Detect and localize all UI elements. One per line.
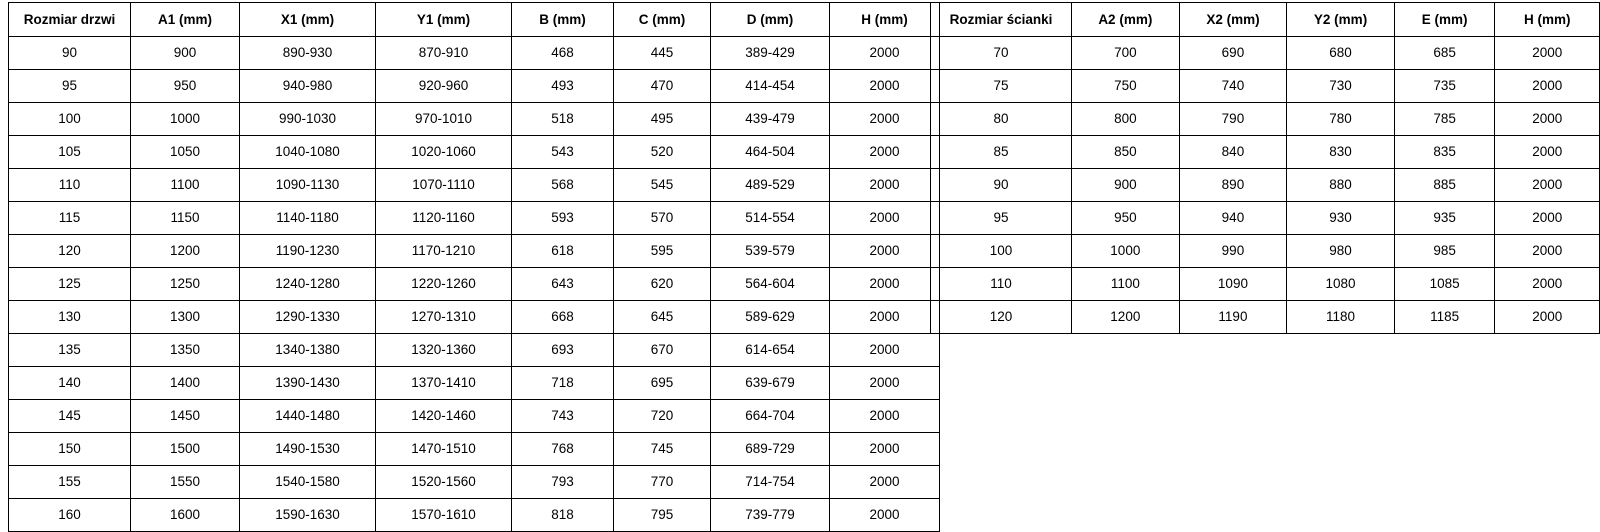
table-cell: 1190 bbox=[1179, 301, 1287, 334]
table-cell: 930 bbox=[1287, 202, 1395, 235]
table-cell: 1350 bbox=[131, 334, 240, 367]
table-cell: 1500 bbox=[131, 433, 240, 466]
table-cell: 1470-1510 bbox=[376, 433, 512, 466]
table-cell: 120 bbox=[9, 235, 131, 268]
table-cell: 155 bbox=[9, 466, 131, 499]
table-row bbox=[9, 136, 940, 169]
table-row bbox=[931, 37, 1600, 70]
table-cell: 890-930 bbox=[240, 37, 376, 70]
table-cell: 1290-1330 bbox=[240, 301, 376, 334]
table-cell: 2000 bbox=[830, 367, 940, 400]
table-cell: 2000 bbox=[830, 136, 940, 169]
table-cell: 639-679 bbox=[711, 367, 830, 400]
table-cell: 2000 bbox=[830, 37, 940, 70]
table-cell: 730 bbox=[1287, 70, 1395, 103]
table-cell: 110 bbox=[931, 268, 1072, 301]
table-cell: 514-554 bbox=[711, 202, 830, 235]
table-cell: 1250 bbox=[131, 268, 240, 301]
table-cell: 1340-1380 bbox=[240, 334, 376, 367]
table-cell: 1320-1360 bbox=[376, 334, 512, 367]
table-cell: 493 bbox=[512, 70, 614, 103]
table-cell: 2000 bbox=[1495, 103, 1600, 136]
column-header: Rozmiar ścianki bbox=[931, 3, 1072, 37]
table-cell: 2000 bbox=[1495, 37, 1600, 70]
table-cell: 105 bbox=[9, 136, 131, 169]
doors-dimensions-table bbox=[8, 2, 940, 532]
column-header: H (mm) bbox=[1495, 3, 1600, 37]
table-cell: 120 bbox=[931, 301, 1072, 334]
table-cell: 1080 bbox=[1287, 268, 1395, 301]
table-cell: 1040-1080 bbox=[240, 136, 376, 169]
table-cell: 593 bbox=[512, 202, 614, 235]
table-cell: 950 bbox=[1072, 202, 1180, 235]
table-cell: 668 bbox=[512, 301, 614, 334]
table-cell: 570 bbox=[614, 202, 711, 235]
table-cell: 495 bbox=[614, 103, 711, 136]
table-cell: 1370-1410 bbox=[376, 367, 512, 400]
table-cell: 680 bbox=[1287, 37, 1395, 70]
table-cell: 1390-1430 bbox=[240, 367, 376, 400]
table-cell: 1550 bbox=[131, 466, 240, 499]
table-cell: 714-754 bbox=[711, 466, 830, 499]
table-cell: 2000 bbox=[1495, 301, 1600, 334]
table-cell: 720 bbox=[614, 400, 711, 433]
table-cell: 100 bbox=[9, 103, 131, 136]
table-cell: 445 bbox=[614, 37, 711, 70]
walls-table-header bbox=[931, 3, 1600, 37]
table-cell: 645 bbox=[614, 301, 711, 334]
column-header: Rozmiar drzwi bbox=[9, 3, 131, 37]
table-cell: 1000 bbox=[131, 103, 240, 136]
table-cell: 2000 bbox=[830, 268, 940, 301]
table-cell: 1020-1060 bbox=[376, 136, 512, 169]
table-row bbox=[9, 400, 940, 433]
table-cell: 1050 bbox=[131, 136, 240, 169]
table-cell: 2000 bbox=[830, 70, 940, 103]
table-cell: 2000 bbox=[1495, 268, 1600, 301]
walls-dimensions-table bbox=[930, 2, 1600, 334]
table-cell: 1180 bbox=[1287, 301, 1395, 334]
table-cell: 793 bbox=[512, 466, 614, 499]
table-row bbox=[931, 169, 1600, 202]
column-header: X1 (mm) bbox=[240, 3, 376, 37]
table-cell: 150 bbox=[9, 433, 131, 466]
table-cell: 75 bbox=[931, 70, 1072, 103]
doors-table-body bbox=[9, 37, 940, 532]
table-cell: 564-604 bbox=[711, 268, 830, 301]
table-cell: 2000 bbox=[1495, 202, 1600, 235]
table-row bbox=[9, 367, 940, 400]
table-cell: 1200 bbox=[131, 235, 240, 268]
table-row bbox=[9, 235, 940, 268]
walls-dimensions-table-container bbox=[930, 2, 1600, 334]
table-cell: 885 bbox=[1394, 169, 1495, 202]
table-cell: 160 bbox=[9, 499, 131, 532]
table-row bbox=[931, 70, 1600, 103]
table-cell: 830 bbox=[1287, 136, 1395, 169]
table-cell: 970-1010 bbox=[376, 103, 512, 136]
table-row bbox=[931, 268, 1600, 301]
table-cell: 70 bbox=[931, 37, 1072, 70]
table-cell: 1440-1480 bbox=[240, 400, 376, 433]
table-cell: 1090 bbox=[1179, 268, 1287, 301]
table-cell: 520 bbox=[614, 136, 711, 169]
table-cell: 618 bbox=[512, 235, 614, 268]
table-cell: 890 bbox=[1179, 169, 1287, 202]
table-cell: 935 bbox=[1394, 202, 1495, 235]
table-cell: 2000 bbox=[830, 466, 940, 499]
table-cell: 1450 bbox=[131, 400, 240, 433]
table-cell: 545 bbox=[614, 169, 711, 202]
table-cell: 389-429 bbox=[711, 37, 830, 70]
table-header-row bbox=[931, 3, 1600, 37]
table-cell: 125 bbox=[9, 268, 131, 301]
table-row bbox=[9, 202, 940, 235]
table-cell: 840 bbox=[1179, 136, 1287, 169]
table-cell: 145 bbox=[9, 400, 131, 433]
table-cell: 695 bbox=[614, 367, 711, 400]
walls-table-body bbox=[931, 37, 1600, 334]
table-cell: 1200 bbox=[1072, 301, 1180, 334]
table-cell: 589-629 bbox=[711, 301, 830, 334]
table-cell: 818 bbox=[512, 499, 614, 532]
table-cell: 870-910 bbox=[376, 37, 512, 70]
table-row bbox=[9, 37, 940, 70]
table-cell: 735 bbox=[1394, 70, 1495, 103]
table-cell: 1240-1280 bbox=[240, 268, 376, 301]
table-cell: 1570-1610 bbox=[376, 499, 512, 532]
column-header: B (mm) bbox=[512, 3, 614, 37]
table-cell: 468 bbox=[512, 37, 614, 70]
table-row bbox=[9, 466, 940, 499]
column-header: E (mm) bbox=[1394, 3, 1495, 37]
table-cell: 900 bbox=[131, 37, 240, 70]
table-cell: 1170-1210 bbox=[376, 235, 512, 268]
table-cell: 100 bbox=[931, 235, 1072, 268]
table-header-row bbox=[9, 3, 940, 37]
table-cell: 470 bbox=[614, 70, 711, 103]
table-cell: 2000 bbox=[830, 433, 940, 466]
table-cell: 768 bbox=[512, 433, 614, 466]
table-cell: 2000 bbox=[1495, 70, 1600, 103]
table-cell: 1590-1630 bbox=[240, 499, 376, 532]
table-row bbox=[9, 103, 940, 136]
table-cell: 800 bbox=[1072, 103, 1180, 136]
table-cell: 2000 bbox=[1495, 235, 1600, 268]
table-cell: 90 bbox=[931, 169, 1072, 202]
table-cell: 770 bbox=[614, 466, 711, 499]
table-cell: 2000 bbox=[830, 499, 940, 532]
table-cell: 700 bbox=[1072, 37, 1180, 70]
table-row bbox=[9, 169, 940, 202]
table-row bbox=[931, 103, 1600, 136]
table-cell: 2000 bbox=[830, 169, 940, 202]
table-row bbox=[9, 70, 940, 103]
column-header: D (mm) bbox=[711, 3, 830, 37]
table-row bbox=[9, 301, 940, 334]
column-header: Y2 (mm) bbox=[1287, 3, 1395, 37]
column-header: Y1 (mm) bbox=[376, 3, 512, 37]
table-cell: 850 bbox=[1072, 136, 1180, 169]
table-cell: 739-779 bbox=[711, 499, 830, 532]
table-cell: 543 bbox=[512, 136, 614, 169]
table-cell: 90 bbox=[9, 37, 131, 70]
table-row bbox=[9, 499, 940, 532]
table-cell: 835 bbox=[1394, 136, 1495, 169]
table-cell: 1400 bbox=[131, 367, 240, 400]
table-cell: 950 bbox=[131, 70, 240, 103]
table-cell: 940 bbox=[1179, 202, 1287, 235]
table-cell: 685 bbox=[1394, 37, 1495, 70]
table-cell: 95 bbox=[931, 202, 1072, 235]
table-cell: 2000 bbox=[1495, 136, 1600, 169]
table-cell: 1520-1560 bbox=[376, 466, 512, 499]
table-cell: 740 bbox=[1179, 70, 1287, 103]
table-cell: 690 bbox=[1179, 37, 1287, 70]
table-cell: 85 bbox=[931, 136, 1072, 169]
table-cell: 414-454 bbox=[711, 70, 830, 103]
column-header: A2 (mm) bbox=[1072, 3, 1180, 37]
table-cell: 900 bbox=[1072, 169, 1180, 202]
table-row bbox=[9, 268, 940, 301]
table-cell: 920-960 bbox=[376, 70, 512, 103]
table-row bbox=[931, 301, 1600, 334]
table-cell: 489-529 bbox=[711, 169, 830, 202]
table-row bbox=[931, 235, 1600, 268]
table-cell: 990-1030 bbox=[240, 103, 376, 136]
table-cell: 1100 bbox=[1072, 268, 1180, 301]
table-cell: 985 bbox=[1394, 235, 1495, 268]
table-cell: 743 bbox=[512, 400, 614, 433]
table-cell: 2000 bbox=[1495, 169, 1600, 202]
table-cell: 880 bbox=[1287, 169, 1395, 202]
table-cell: 1100 bbox=[131, 169, 240, 202]
table-cell: 790 bbox=[1179, 103, 1287, 136]
doors-table-header bbox=[9, 3, 940, 37]
table-cell: 718 bbox=[512, 367, 614, 400]
table-cell: 2000 bbox=[830, 400, 940, 433]
table-cell: 795 bbox=[614, 499, 711, 532]
table-cell: 750 bbox=[1072, 70, 1180, 103]
table-row bbox=[9, 433, 940, 466]
table-cell: 130 bbox=[9, 301, 131, 334]
table-cell: 670 bbox=[614, 334, 711, 367]
table-cell: 1540-1580 bbox=[240, 466, 376, 499]
column-header: H (mm) bbox=[830, 3, 940, 37]
table-row bbox=[9, 334, 940, 367]
table-cell: 80 bbox=[931, 103, 1072, 136]
table-cell: 2000 bbox=[830, 334, 940, 367]
table-cell: 745 bbox=[614, 433, 711, 466]
column-header: C (mm) bbox=[614, 3, 711, 37]
table-cell: 595 bbox=[614, 235, 711, 268]
table-cell: 1300 bbox=[131, 301, 240, 334]
table-cell: 990 bbox=[1179, 235, 1287, 268]
table-cell: 785 bbox=[1394, 103, 1495, 136]
table-cell: 2000 bbox=[830, 235, 940, 268]
table-cell: 693 bbox=[512, 334, 614, 367]
table-cell: 1420-1460 bbox=[376, 400, 512, 433]
table-cell: 1085 bbox=[1394, 268, 1495, 301]
table-cell: 980 bbox=[1287, 235, 1395, 268]
table-cell: 780 bbox=[1287, 103, 1395, 136]
table-cell: 539-579 bbox=[711, 235, 830, 268]
table-cell: 1070-1110 bbox=[376, 169, 512, 202]
table-cell: 1220-1260 bbox=[376, 268, 512, 301]
doors-dimensions-table-container bbox=[8, 2, 940, 532]
table-cell: 689-729 bbox=[711, 433, 830, 466]
column-header: A1 (mm) bbox=[131, 3, 240, 37]
table-cell: 1600 bbox=[131, 499, 240, 532]
table-cell: 110 bbox=[9, 169, 131, 202]
table-cell: 940-980 bbox=[240, 70, 376, 103]
table-cell: 439-479 bbox=[711, 103, 830, 136]
column-header: X2 (mm) bbox=[1179, 3, 1287, 37]
table-cell: 115 bbox=[9, 202, 131, 235]
table-cell: 2000 bbox=[830, 202, 940, 235]
table-row bbox=[931, 136, 1600, 169]
table-cell: 2000 bbox=[830, 103, 940, 136]
table-cell: 620 bbox=[614, 268, 711, 301]
table-cell: 140 bbox=[9, 367, 131, 400]
table-cell: 2000 bbox=[830, 301, 940, 334]
table-cell: 95 bbox=[9, 70, 131, 103]
table-cell: 1140-1180 bbox=[240, 202, 376, 235]
table-cell: 1185 bbox=[1394, 301, 1495, 334]
table-cell: 1490-1530 bbox=[240, 433, 376, 466]
table-cell: 518 bbox=[512, 103, 614, 136]
table-cell: 614-654 bbox=[711, 334, 830, 367]
table-cell: 643 bbox=[512, 268, 614, 301]
table-cell: 1270-1310 bbox=[376, 301, 512, 334]
table-cell: 568 bbox=[512, 169, 614, 202]
table-cell: 1190-1230 bbox=[240, 235, 376, 268]
table-cell: 1150 bbox=[131, 202, 240, 235]
table-row bbox=[931, 202, 1600, 235]
table-cell: 1090-1130 bbox=[240, 169, 376, 202]
table-cell: 1000 bbox=[1072, 235, 1180, 268]
table-cell: 135 bbox=[9, 334, 131, 367]
table-cell: 464-504 bbox=[711, 136, 830, 169]
table-cell: 664-704 bbox=[711, 400, 830, 433]
table-cell: 1120-1160 bbox=[376, 202, 512, 235]
